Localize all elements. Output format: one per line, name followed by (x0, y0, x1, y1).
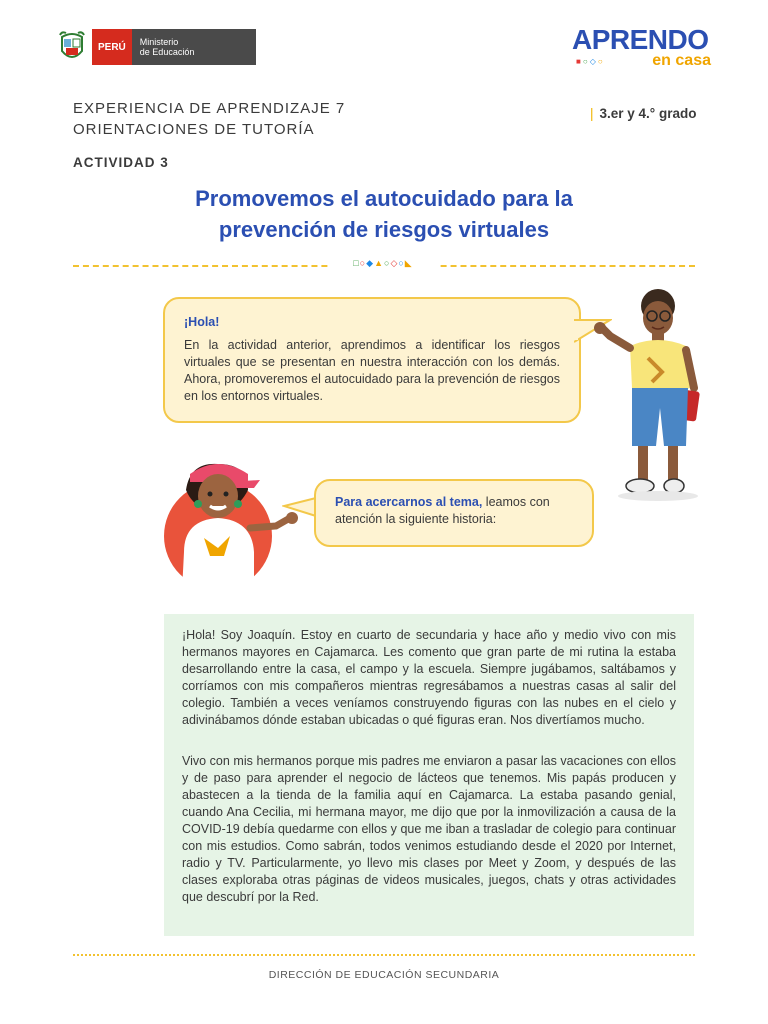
aprendo-en-casa-logo: APRENDO ■○◇○ en casa (572, 24, 711, 69)
experience-title: EXPERIENCIA DE APRENDIZAJE 7 (73, 100, 346, 117)
footer-text: DIRECCIÓN DE EDUCACIÓN SECUNDARIA (268, 969, 500, 981)
story-box (164, 614, 694, 936)
shapes-divider-icon: □○◆▲○◇○◣ (328, 258, 438, 272)
prompt-lead: Para acercarnos al tema, (335, 495, 483, 509)
coat-of-arms-icon (58, 29, 86, 65)
greeting: ¡Hola! (184, 315, 220, 329)
speech-bubble-prompt (314, 479, 594, 547)
story-paragraph-2: Vivo con mis hermanos porque mis padres me enviaron a pasar las vacaciones con ellos y de paso para aprender el negocio de lácteos que tenemos. Mis papás producen y abastecen a la tienda de la familia aquí en Cajamarca. La estaba pasando genial, cuando Ana Cecilia, mi hermana mayor, me dijo que por la inmovilización a causa de la COVID-19 debía quedarme con ellos y que me iban a trasladar de colegio para continuar con mis estudios. Como sabrán, todos venimos estudiando desde el 2020 por Internet, radio y TV. Particularmente, yo llevo mis clases por Meet y Zoom, y después de las clases exploraba otras páginas de videos musicales, juegos, chats y otras actividades que descubrí por la Red. (182, 754, 676, 904)
shapes-decoration-icon: ■○◇○ (576, 57, 605, 66)
footer-divider (73, 954, 695, 956)
speech-bubble-intro (163, 297, 581, 423)
prompt-text: leamos con atención la siguiente historia: (335, 495, 550, 526)
girl-character-illustration (164, 456, 304, 591)
peru-label: PERÚ (92, 29, 132, 65)
intro-text: En la actividad anterior, aprendimos a identificar los riesgos virtuales que se presentan en nuestra interacción con los demás. Ahora, promoveremos el autocuidado para la prevención de riesgos en los entornos virtuales. (184, 338, 560, 403)
ministry-label: Ministerio de Educación (132, 29, 256, 65)
boy-character-illustration (590, 288, 702, 504)
ministry-logo (58, 29, 256, 65)
grade-label: | 3.er y 4.° grado (590, 106, 697, 121)
experience-subtitle: ORIENTACIONES DE TUTORÍA (73, 121, 315, 138)
story-paragraph-1: ¡Hola! Soy Joaquín. Estoy en cuarto de secundaria y hace año y medio vivo con mis hermanos mayores en Cajamarca. Les comento que gran parte de mi rutina la estaba desarrollando entre la casa, el campo y la escuela. Siempre jugábamos, saltábamos y corríamos con mis compañeros mientras regresábamos a nuestras casas al salir del colegio. También a veces veníamos construyendo figuras con las nubes en el cielo y adivinábamos dónde estaban ubicadas o qué figuras eran. Nos divertíamos mucho. (182, 628, 676, 727)
activity-label: ACTIVIDAD 3 (73, 155, 169, 170)
bubble-tail-icon (282, 496, 318, 520)
page-title: Promovemos el autocuidado para la prevención de riesgos virtuales (195, 186, 573, 242)
